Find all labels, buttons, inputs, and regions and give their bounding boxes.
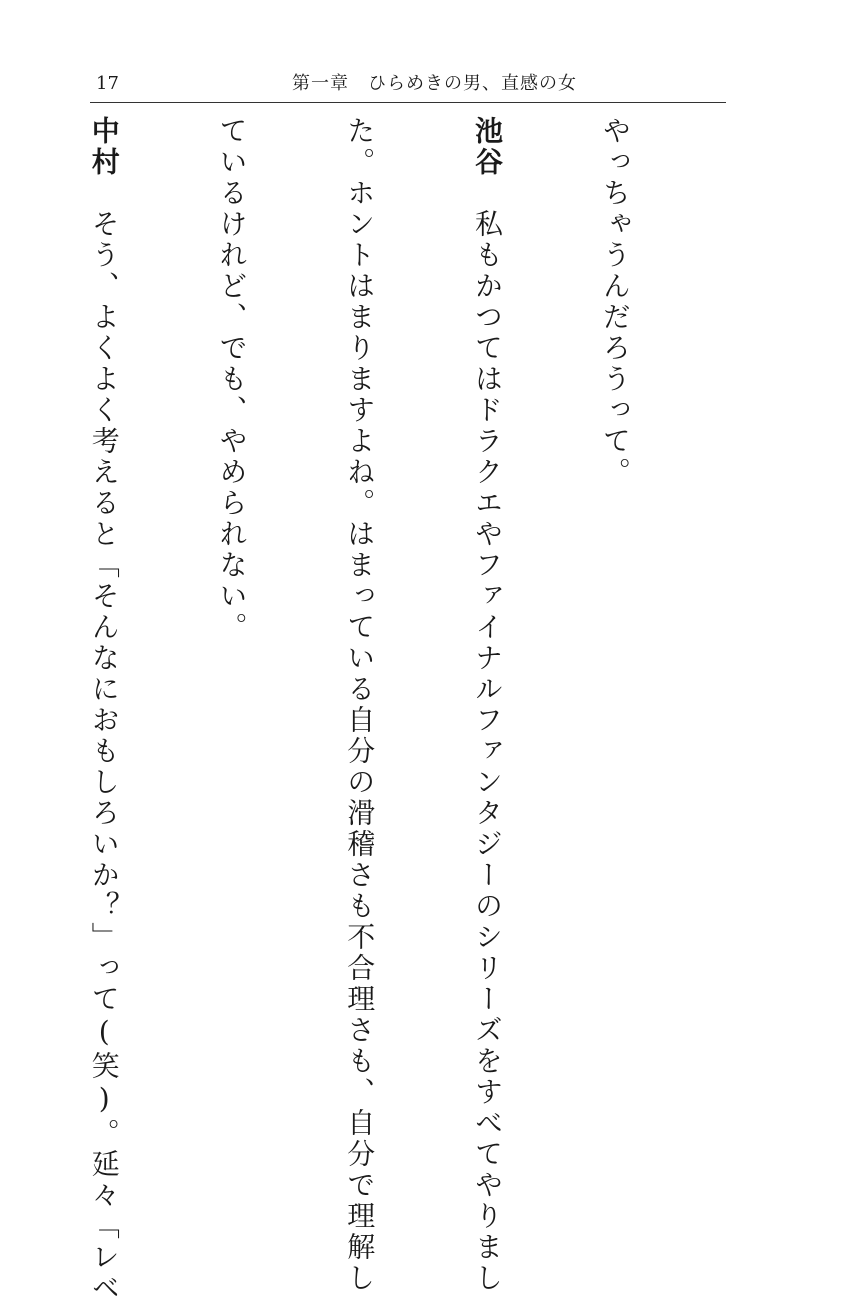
text-line: ているけれど、でも、やめられない。	[215, 116, 249, 643]
page-number: 17	[96, 73, 119, 94]
text-line: た。ホントはまりますよね。はまっている自分の滑稽さも不合理さも、自分で理解し	[343, 116, 377, 1294]
dialogue-text: そう、よくよく考えると「そんなにおもしろいか？」って(笑)。延々「レベ	[87, 178, 121, 1304]
speaker-name: 中村	[87, 116, 121, 178]
header-rule	[90, 102, 726, 103]
body-text	[81, 116, 721, 1304]
speaker-name: 池谷	[471, 116, 505, 178]
dialogue-line	[82, 116, 125, 1304]
running-head: 第一章 ひらめきの男、直感の女	[292, 73, 577, 94]
dialogue-line	[465, 116, 508, 1294]
dialogue-text: 私もかつてはドラクエやファイナルファンタジーのシリーズをすべてやりまし	[471, 178, 505, 1294]
text-line: やっちゃうんだろうって。	[598, 116, 632, 488]
